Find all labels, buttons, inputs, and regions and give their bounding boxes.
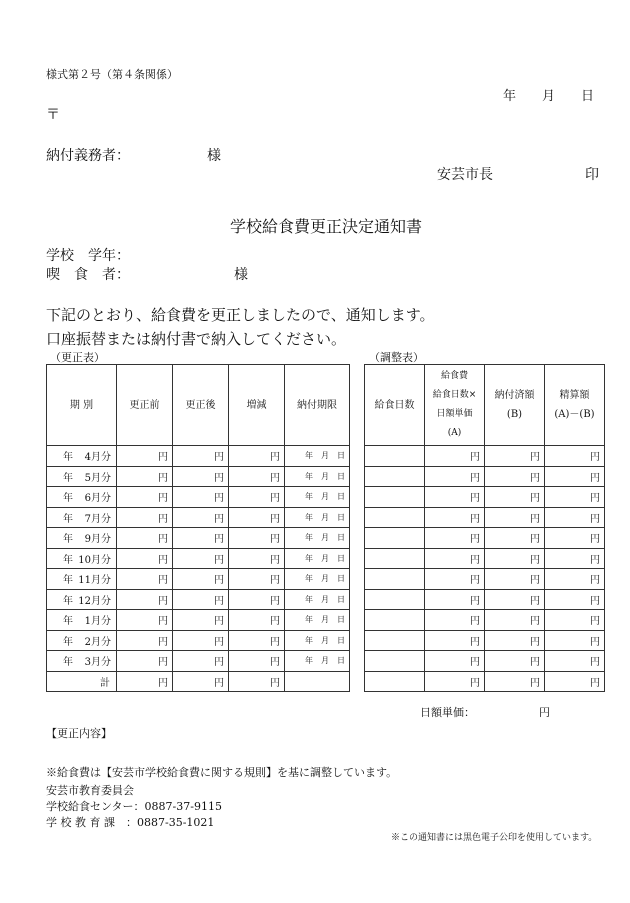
- deadline-date: 年 月 日: [285, 487, 350, 508]
- change-amount: 円: [229, 630, 285, 651]
- adjustment-row: [365, 651, 605, 672]
- period-month: 3月分: [84, 657, 111, 669]
- deadline-date: 年 月 日: [285, 507, 350, 528]
- revision-content-label: 【更正内容】: [46, 727, 112, 740]
- revision-row: [47, 589, 350, 610]
- total-label: 計: [47, 671, 117, 692]
- period-month: 6月分: [84, 493, 111, 505]
- rule-note: ※給食費は【安芸市学校給食費に関する規則】を基に調整しています。: [46, 766, 398, 779]
- period-year: 年: [63, 554, 73, 566]
- paid-amount: 円: [485, 610, 545, 631]
- header-settlement: [545, 365, 605, 446]
- meal-days-cell: [365, 528, 425, 549]
- left-table-caption: （更正表）: [50, 351, 105, 364]
- settlement-amount: 円: [545, 589, 605, 610]
- total-before: 円: [117, 671, 173, 692]
- revision-row: [47, 610, 350, 631]
- meal-days-cell: [365, 548, 425, 569]
- issuer-name: 安芸市長: [437, 167, 493, 183]
- period-cell: [47, 487, 117, 508]
- change-amount: 円: [229, 569, 285, 590]
- settlement-amount: 円: [545, 610, 605, 631]
- header-before: 更正前: [117, 365, 173, 446]
- after-amount: 円: [173, 487, 229, 508]
- before-amount: 円: [117, 651, 173, 672]
- settlement-amount: 円: [545, 630, 605, 651]
- message-line-2: 口座振替または納付書で納入してください。: [46, 330, 347, 348]
- meal-days-cell: [365, 487, 425, 508]
- paid-amount: 円: [485, 569, 545, 590]
- payer-honorific: 様: [207, 148, 221, 164]
- meal-days-cell: [365, 589, 425, 610]
- after-amount: 円: [173, 630, 229, 651]
- eater-label: 喫 食 者：: [46, 267, 130, 283]
- school-grade-label: 学校 学年：: [46, 248, 130, 264]
- after-amount: 円: [173, 589, 229, 610]
- daily-rate-unit: 円: [539, 706, 550, 719]
- after-amount: 円: [173, 548, 229, 569]
- adjustment-row: [365, 507, 605, 528]
- before-amount: 円: [117, 589, 173, 610]
- period-cell: [47, 569, 117, 590]
- revision-row: [47, 651, 350, 672]
- paid-amount: 円: [485, 528, 545, 549]
- adjustment-table: [364, 364, 605, 692]
- daily-rate-label: 日額単価：: [420, 706, 475, 719]
- seal-note: ※この通知書には黒色電子公印を使用しています。: [391, 833, 598, 843]
- revision-table: [46, 364, 350, 692]
- period-year: 年: [63, 513, 73, 525]
- meal-fee-amount: 円: [425, 528, 485, 549]
- period-month: 9月分: [84, 534, 111, 546]
- paid-amount: 円: [485, 507, 545, 528]
- before-amount: 円: [117, 466, 173, 487]
- adjustment-row: [365, 569, 605, 590]
- paid-amount: 円: [485, 548, 545, 569]
- header-meal-fee-line-1: 給食費: [440, 371, 468, 381]
- period-year: 年: [63, 616, 73, 628]
- header-meal-fee: [425, 365, 485, 446]
- revision-row: [47, 528, 350, 549]
- period-month: 5月分: [84, 472, 111, 484]
- adjustment-row: [365, 548, 605, 569]
- before-amount: 円: [117, 610, 173, 631]
- settlement-amount: 円: [545, 569, 605, 590]
- total-paid: 円: [485, 671, 545, 692]
- period-cell: [47, 466, 117, 487]
- change-amount: 円: [229, 487, 285, 508]
- before-amount: 円: [117, 487, 173, 508]
- deadline-date: 年 月 日: [285, 589, 350, 610]
- settlement-amount: 円: [545, 446, 605, 467]
- meal-fee-amount: 円: [425, 507, 485, 528]
- after-amount: 円: [173, 651, 229, 672]
- deadline-date: 年 月 日: [285, 651, 350, 672]
- change-amount: 円: [229, 528, 285, 549]
- revision-row: [47, 569, 350, 590]
- contact-section: 学 校 教 育 課 ：0887-35-1021: [46, 816, 215, 829]
- period-year: 年: [63, 575, 73, 587]
- meal-days-cell: [365, 651, 425, 672]
- paid-amount: 円: [485, 466, 545, 487]
- settlement-amount: 円: [545, 487, 605, 508]
- adjustment-row: [365, 528, 605, 549]
- after-amount: 円: [173, 507, 229, 528]
- revision-row: [47, 630, 350, 651]
- period-month: 2月分: [84, 636, 111, 648]
- period-year: 年: [63, 493, 73, 505]
- revision-row: [47, 487, 350, 508]
- meal-fee-amount: 円: [425, 487, 485, 508]
- period-cell: [47, 446, 117, 467]
- issuer-seal: 印: [585, 167, 599, 183]
- period-month: 4月分: [84, 452, 111, 464]
- period-year: 年: [63, 534, 73, 546]
- message-line-1: 下記のとおり、給食費を更正しましたので、通知します。: [46, 306, 435, 324]
- form-code: 様式第２号（第４条関係）: [46, 68, 178, 81]
- document-title: 学校給食費更正決定通知書: [230, 217, 423, 236]
- header-deadline: 納付期限: [285, 365, 350, 446]
- after-amount: 円: [173, 528, 229, 549]
- period-year: 年: [63, 595, 73, 607]
- paid-amount: 円: [485, 446, 545, 467]
- revision-row: [47, 548, 350, 569]
- header-change: 増減: [229, 365, 285, 446]
- period-month: 10月分: [78, 554, 111, 566]
- adjustment-row: [365, 466, 605, 487]
- total-deadline: [285, 671, 350, 692]
- before-amount: 円: [117, 507, 173, 528]
- header-meal-days: 給食日数: [365, 365, 425, 446]
- before-amount: 円: [117, 528, 173, 549]
- meal-days-cell: [365, 569, 425, 590]
- deadline-date: 年 月 日: [285, 466, 350, 487]
- meal-fee-amount: 円: [425, 610, 485, 631]
- after-amount: 円: [173, 569, 229, 590]
- period-year: 年: [63, 472, 73, 484]
- period-cell: [47, 548, 117, 569]
- header-after: 更正後: [173, 365, 229, 446]
- period-month: 1月分: [84, 616, 111, 628]
- header-paid-line-2: (B): [506, 409, 523, 420]
- revision-row: [47, 446, 350, 467]
- paid-amount: 円: [485, 651, 545, 672]
- header-period: 期 別: [47, 365, 117, 446]
- settlement-amount: 円: [545, 466, 605, 487]
- contact-org: 安芸市教育委員会: [46, 784, 134, 797]
- meal-fee-amount: 円: [425, 446, 485, 467]
- change-amount: 円: [229, 507, 285, 528]
- meal-days-cell: [365, 507, 425, 528]
- settlement-amount: 円: [545, 548, 605, 569]
- after-amount: 円: [173, 446, 229, 467]
- meal-days-cell: [365, 446, 425, 467]
- header-settlement-line-1: 精算額: [559, 390, 590, 401]
- before-amount: 円: [117, 548, 173, 569]
- change-amount: 円: [229, 466, 285, 487]
- deadline-date: 年 月 日: [285, 528, 350, 549]
- header-settlement-line-2: (A)－(B): [554, 409, 595, 420]
- change-amount: 円: [229, 446, 285, 467]
- period-month: 11月分: [78, 575, 111, 587]
- meal-fee-amount: 円: [425, 548, 485, 569]
- meal-days-cell: [365, 630, 425, 651]
- settlement-amount: 円: [545, 651, 605, 672]
- revision-row: [47, 466, 350, 487]
- deadline-date: 年 月 日: [285, 630, 350, 651]
- total-change: 円: [229, 671, 285, 692]
- meal-fee-amount: 円: [425, 466, 485, 487]
- adjustment-row: [365, 487, 605, 508]
- change-amount: 円: [229, 589, 285, 610]
- contact-center: 学校給食センター：0887-37-9115: [46, 800, 222, 813]
- postal-mark: 〒: [46, 107, 60, 123]
- total-meal-days: [365, 671, 425, 692]
- before-amount: 円: [117, 446, 173, 467]
- header-meal-fee-line-4: (A): [447, 428, 462, 438]
- revision-table-header: [47, 365, 350, 446]
- before-amount: 円: [117, 569, 173, 590]
- header-meal-fee-line-2: 給食日数×: [432, 390, 477, 400]
- deadline-date: 年 月 日: [285, 548, 350, 569]
- payer-label: 納付義務者：: [46, 148, 130, 164]
- adjustment-row: [365, 589, 605, 610]
- period-cell: [47, 651, 117, 672]
- deadline-date: 年 月 日: [285, 446, 350, 467]
- total-meal-fee: 円: [425, 671, 485, 692]
- paid-amount: 円: [485, 630, 545, 651]
- change-amount: 円: [229, 610, 285, 631]
- before-amount: 円: [117, 630, 173, 651]
- period-cell: [47, 630, 117, 651]
- paid-amount: 円: [485, 487, 545, 508]
- period-month: 7月分: [84, 513, 111, 525]
- period-year: 年: [63, 636, 73, 648]
- deadline-date: 年 月 日: [285, 610, 350, 631]
- meal-days-cell: [365, 610, 425, 631]
- header-paid-line-1: 納付済額: [494, 390, 535, 401]
- meal-fee-amount: 円: [425, 651, 485, 672]
- change-amount: 円: [229, 548, 285, 569]
- total-after: 円: [173, 671, 229, 692]
- period-month: 12月分: [78, 595, 111, 607]
- total-settlement: 円: [545, 671, 605, 692]
- after-amount: 円: [173, 466, 229, 487]
- deadline-date: 年 月 日: [285, 569, 350, 590]
- period-cell: [47, 610, 117, 631]
- revision-row: [47, 507, 350, 528]
- adjustment-row: [365, 610, 605, 631]
- meal-fee-amount: 円: [425, 569, 485, 590]
- settlement-amount: 円: [545, 507, 605, 528]
- header-meal-fee-line-3: 日額単価: [436, 409, 473, 419]
- revision-total-row: [47, 671, 350, 692]
- meal-fee-amount: 円: [425, 589, 485, 610]
- paid-amount: 円: [485, 589, 545, 610]
- header-paid: [485, 365, 545, 446]
- adjustment-table-header: [365, 365, 605, 446]
- right-table-caption: （調整表）: [369, 351, 424, 364]
- meal-days-cell: [365, 466, 425, 487]
- eater-honorific: 様: [234, 267, 248, 283]
- period-year: 年: [63, 657, 73, 669]
- adjustment-row: [365, 446, 605, 467]
- adjustment-row: [365, 630, 605, 651]
- settlement-amount: 円: [545, 528, 605, 549]
- period-cell: [47, 528, 117, 549]
- after-amount: 円: [173, 610, 229, 631]
- meal-fee-amount: 円: [425, 630, 485, 651]
- period-cell: [47, 507, 117, 528]
- change-amount: 円: [229, 651, 285, 672]
- period-year: 年: [63, 452, 73, 464]
- period-cell: [47, 589, 117, 610]
- adjustment-total-row: [365, 671, 605, 692]
- issue-date: 年 月 日: [503, 89, 595, 104]
